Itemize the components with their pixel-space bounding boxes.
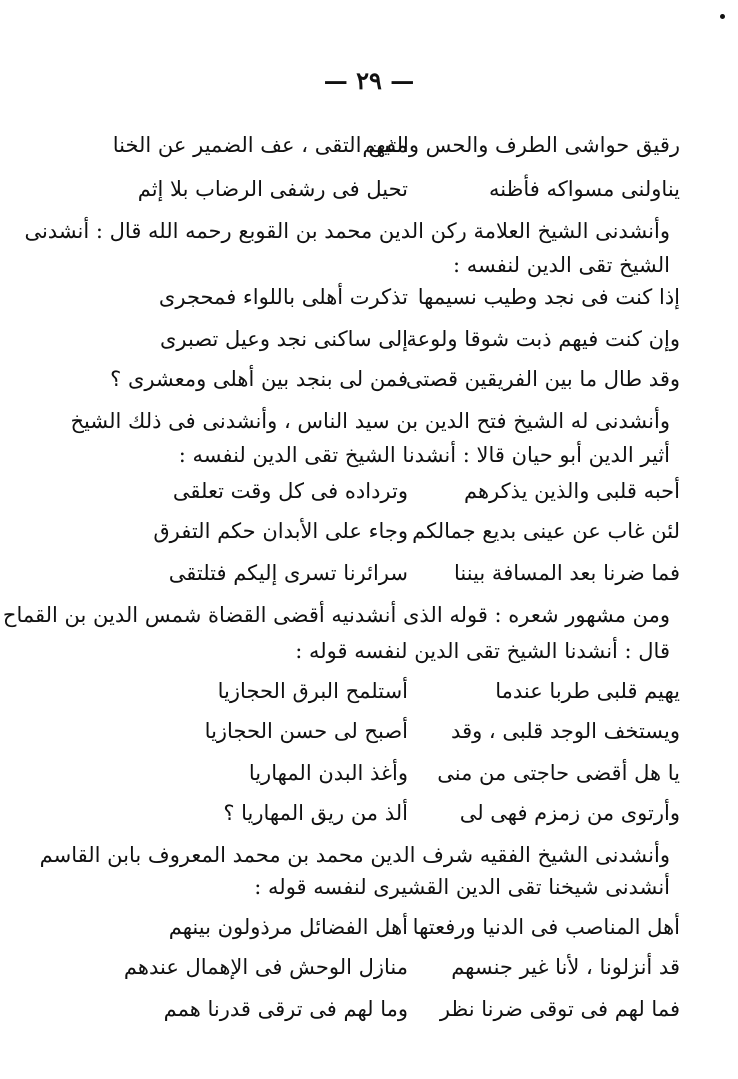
second-hemistich: تذكرت أهلى باللواء فمحجرى <box>158 285 408 309</box>
first-hemistich: وأرتوى من زمزم فهى لى <box>459 801 680 825</box>
first-hemistich: فما ضرنا بعد المسافة بيننا <box>454 561 680 585</box>
ink-dot <box>720 14 725 19</box>
prose-line: أنشدنى شيخنا تقى الدين القشيرى لنفسه قوله : <box>254 875 670 899</box>
second-hemistich: أصبح لى حسن الحجازيا <box>204 719 408 743</box>
second-hemistich: سرائرنا تسرى إليكم فتلتقى <box>168 561 408 585</box>
verse-line <box>150 994 680 1024</box>
prose-line: ومن مشهور شعره : قوله الذى أنشدنيه أقضى القضاة شمس الدين بن القماح <box>2 603 670 627</box>
first-hemistich: فما لهم فى توقى ضرنا نظر <box>439 997 680 1021</box>
verse-line <box>150 798 680 828</box>
second-hemistich: فمن لى بنجد بين أهلى ومعشرى ؟ <box>110 367 408 391</box>
second-hemistich: وترداده فى كل وقت تعلقى <box>172 479 408 503</box>
verse-line <box>150 558 680 588</box>
second-hemistich: وأغذ البدن المهاريا <box>248 761 408 785</box>
second-hemistich: وما لهم فى ترقى قدرنا همم <box>163 997 408 1021</box>
prose-line: قال : أنشدنا الشيخ تقى الدين لنفسه قوله : <box>295 639 670 663</box>
verse-line <box>112 130 680 160</box>
verse-line <box>150 758 680 788</box>
second-hemistich: متين التقى ، عف الضمير عن الخنا <box>112 133 408 157</box>
verse-line <box>110 364 680 394</box>
first-hemistich: إذا كنت فى نجد وطيب نسيمها <box>417 285 680 309</box>
first-hemistich: رقيق حواشى الطرف والحس والفهم <box>362 133 680 157</box>
first-hemistich: وقد طال ما بين الفريقين قصتى <box>405 367 680 391</box>
verse-line <box>150 676 680 706</box>
prose-line: وأنشدنى الشيخ العلامة ركن الدين محمد بن القوبع رحمه الله قال : أنشدنى <box>24 219 670 243</box>
verse-line <box>150 716 680 746</box>
page-number: — ٢٩ — <box>323 66 415 95</box>
prose-line: الشيخ تقى الدين لنفسه : <box>452 253 670 277</box>
verse-line <box>137 174 680 204</box>
second-hemistich: وجاء على الأبدان حكم التفرق <box>153 519 408 543</box>
second-hemistich: إلى ساكنى نجد وعيل تصبرى <box>159 327 408 351</box>
second-hemistich: ألذ من ريق المهاريا ؟ <box>223 801 408 825</box>
second-hemistich: أهل الفضائل مرذولون بينهم <box>168 915 408 939</box>
first-hemistich: وإن كنت فيهم ذبت شوقا ولوعة <box>406 327 680 351</box>
prose-line: وأنشدنى الشيخ الفقيه شرف الدين محمد بن محمد المعروف بابن القاسم <box>39 843 670 867</box>
verse-line <box>150 282 680 312</box>
verse-line <box>150 516 680 546</box>
second-hemistich: منازل الوحش فى الإهمال عندهم <box>123 955 408 979</box>
prose-line: وأنشدنى له الشيخ فتح الدين بن سيد الناس ، وأنشدنى فى ذلك الشيخ <box>70 409 670 433</box>
verse-line <box>123 952 680 982</box>
first-hemistich: يهيم قلبى طربا عندما <box>495 679 680 703</box>
first-hemistich: يناولنى مسواكه فأظنه <box>489 177 680 201</box>
first-hemistich: قد أنزلونا ، لأنا غير جنسهم <box>451 955 680 979</box>
first-hemistich: أحبه قلبى والذين يذكرهم <box>464 479 680 503</box>
second-hemistich: تحيل فى رشفى الرضاب بلا إثم <box>137 177 408 201</box>
second-hemistich: أستلمح البرق الحجازيا <box>217 679 408 703</box>
prose-line: أثير الدين أبو حيان قالا : أنشدنا الشيخ تقى الدين لنفسه : <box>178 443 670 467</box>
first-hemistich: أهل المناصب فى الدنيا ورفعتها <box>412 915 680 939</box>
first-hemistich: ويستخف الوجد قلبى ، وقد <box>451 719 680 743</box>
verse-line <box>150 476 680 506</box>
first-hemistich: لئن غاب عن عينى بديع جمالكم <box>412 519 680 543</box>
first-hemistich: يا هل أقضى حاجتى من منى <box>437 761 680 785</box>
verse-line <box>150 912 680 942</box>
verse-line <box>150 324 680 354</box>
